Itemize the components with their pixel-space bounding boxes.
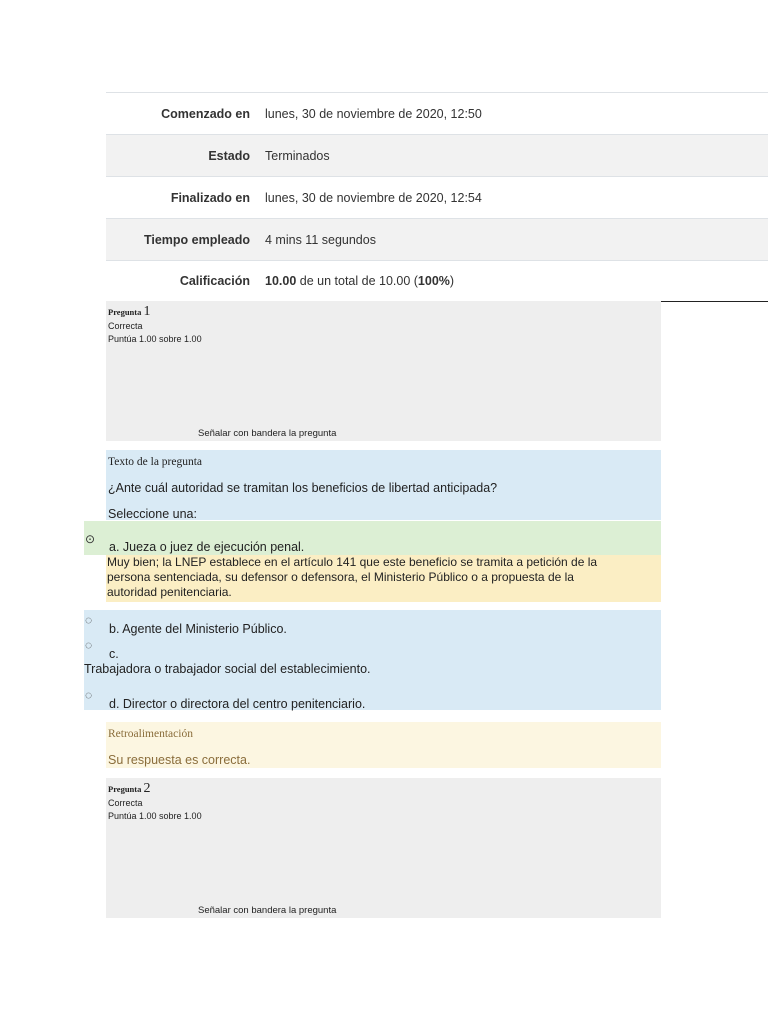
started-label: Comenzado en: [161, 106, 250, 121]
feedback-header: Retroalimentación: [108, 728, 193, 740]
attempt-summary-table: [106, 92, 768, 302]
grade-text-1: de un total de 10.00 (: [299, 274, 418, 288]
feedback-message: Su respuesta es correcta.: [108, 753, 251, 767]
question-1-info: [106, 301, 661, 441]
finished-value: lunes, 30 de noviembre de 2020, 12:54: [265, 190, 482, 205]
specific-feedback-line: persona sentenciada, su defensor o defensora, el Ministerio Público o a propuesta de la: [107, 570, 574, 584]
specific-feedback-line: autoridad penitenciaria.: [107, 585, 232, 599]
started-value: lunes, 30 de noviembre de 2020, 12:50: [265, 106, 482, 121]
specific-feedback: [106, 555, 661, 602]
question-1-number: [108, 304, 151, 320]
question-1-flag-link[interactable]: Señalar con bandera la pregunta: [198, 428, 337, 439]
summary-row-started: [106, 92, 768, 134]
option-d-label[interactable]: d. Director o directora del centro penitenciario.: [109, 697, 366, 711]
question-number: 1: [143, 304, 151, 319]
grade-text-2: ): [449, 274, 455, 288]
question-2-number: [108, 781, 151, 797]
option-c-text[interactable]: Trabajadora o trabajador social del establecimiento.: [84, 662, 371, 676]
grade-score: 10.00: [265, 274, 297, 288]
question-text: ¿Ante cuál autoridad se tramitan los beneficios de libertad anticipada?: [108, 481, 498, 495]
state-label: Estado: [208, 148, 250, 163]
question-1-state: Correcta: [108, 321, 143, 331]
question-number: 2: [143, 781, 151, 796]
grade-label: Calificación: [179, 274, 250, 288]
summary-row-state: [106, 134, 768, 176]
finished-label: Finalizado en: [170, 190, 250, 205]
option-b-radio[interactable]: ◌: [85, 613, 93, 627]
select-one-prompt: Seleccione una:: [108, 507, 197, 521]
question-prefix: Pregunta: [108, 784, 142, 794]
summary-row-finished: [106, 176, 768, 218]
specific-feedback-line: Muy bien; la LNEP establece en el artículo 141 que este beneficio se tramita a petición de la: [107, 555, 598, 569]
summary-row-grade: [106, 260, 768, 302]
question-2-grade: Puntúa 1.00 sobre 1.00: [108, 811, 202, 821]
summary-row-time: [106, 218, 768, 260]
option-a-label[interactable]: a. Jueza o juez de ejecución penal.: [109, 540, 305, 554]
option-c-label[interactable]: c.: [109, 647, 119, 661]
time-value: 4 mins 11 segundos: [265, 232, 376, 247]
question-2-flag-link[interactable]: Señalar con bandera la pregunta: [198, 905, 337, 916]
question-text-header: Texto de la pregunta: [108, 456, 203, 468]
time-label: Tiempo empleado: [143, 232, 250, 247]
option-b-label[interactable]: b. Agente del Ministerio Público.: [109, 622, 287, 636]
option-d-radio[interactable]: ◌: [85, 688, 93, 702]
option-c-radio[interactable]: ◌: [85, 638, 93, 652]
question-1-text-block: [106, 450, 661, 520]
option-a-radio[interactable]: ⊙: [85, 532, 96, 546]
question-2-info: [106, 778, 661, 918]
general-feedback: [106, 722, 661, 768]
question-1-grade: Puntúa 1.00 sobre 1.00: [108, 334, 202, 344]
state-value: Terminados: [265, 148, 330, 163]
question-2-state: Correcta: [108, 798, 143, 808]
grade-value: [250, 274, 454, 288]
grade-percent: 100%: [417, 274, 450, 288]
question-prefix: Pregunta: [108, 307, 142, 317]
